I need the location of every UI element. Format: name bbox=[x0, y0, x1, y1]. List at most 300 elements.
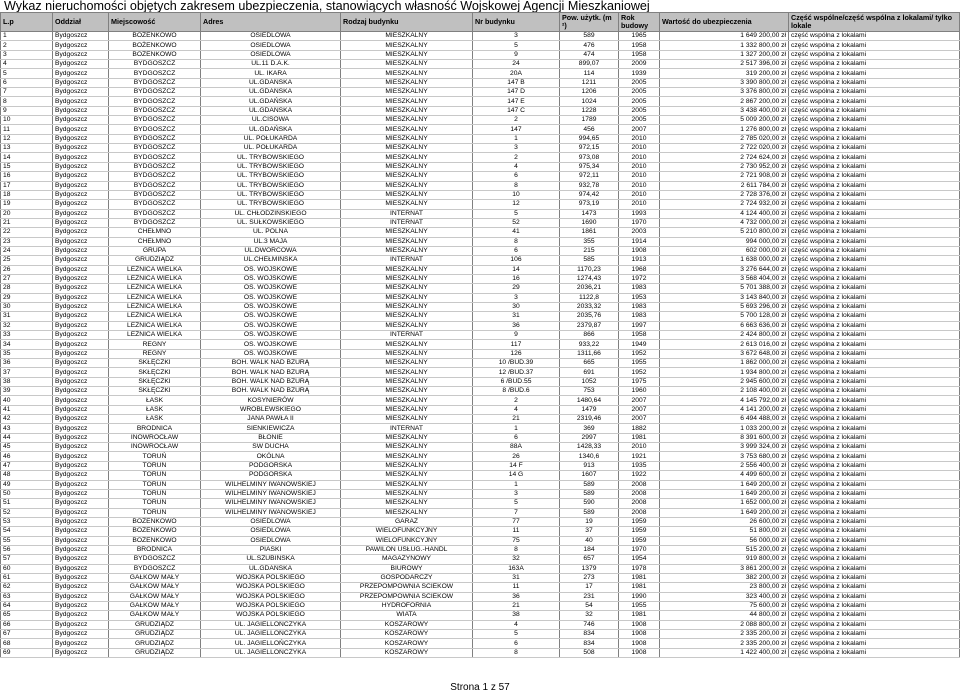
cell-nr-budynku: 126 bbox=[473, 349, 560, 358]
cell-oddzial: Bydgoszcz bbox=[53, 564, 109, 573]
cell-wartosc: 2 335 200,00 zł bbox=[660, 639, 789, 648]
cell-lp: 11 bbox=[1, 125, 53, 134]
cell-adres: WOJSKA POLSKIEGO bbox=[201, 573, 341, 582]
cell-miejscowosc: LEŹNICA WIELKA bbox=[109, 274, 201, 283]
cell-wartosc: 382 200,00 zł bbox=[660, 573, 789, 582]
cell-adres: UL. TRYBOWSKIEGO bbox=[201, 172, 341, 181]
cell-rodzaj-budynku: MIESZKALNY bbox=[341, 284, 473, 293]
cell-miejscowosc: SKŁĘCZKI bbox=[109, 359, 201, 368]
cell-miejscowosc: SKŁĘCZKI bbox=[109, 368, 201, 377]
cell-miejscowosc: GRUDZIĄDZ bbox=[109, 620, 201, 629]
cell-czesc-wspolna: część wspólna z lokalami bbox=[789, 32, 960, 41]
cell-czesc-wspolna: część wspólna z lokalami bbox=[789, 489, 960, 498]
cell-wartosc: 2 785 020,00 zł bbox=[660, 134, 789, 143]
cell-wartosc: 5 693 296,00 zł bbox=[660, 302, 789, 311]
cell-powierzchnia: 215 bbox=[560, 246, 619, 255]
cell-czesc-wspolna: część wspólna z lokalami bbox=[789, 601, 960, 610]
cell-rodzaj-budynku: INTERNAT bbox=[341, 256, 473, 265]
cell-rok-budowy: 1959 bbox=[619, 517, 660, 526]
cell-powierzchnia: 972,15 bbox=[560, 144, 619, 153]
cell-wartosc: 26 600,00 zł bbox=[660, 517, 789, 526]
cell-czesc-wspolna: część wspólna z lokalami bbox=[789, 97, 960, 106]
table-row bbox=[1, 387, 960, 396]
cell-rok-budowy: 1993 bbox=[619, 209, 660, 218]
cell-oddzial: Bydgoszcz bbox=[53, 106, 109, 115]
cell-wartosc: 5 009 200,00 zł bbox=[660, 116, 789, 125]
cell-lp: 56 bbox=[1, 545, 53, 554]
cell-rodzaj-budynku: MIESZKALNY bbox=[341, 265, 473, 274]
cell-oddzial: Bydgoszcz bbox=[53, 517, 109, 526]
cell-rodzaj-budynku: KOSZAROWY bbox=[341, 648, 473, 657]
cell-czesc-wspolna: część wspólna z lokalami bbox=[789, 424, 960, 433]
cell-rok-budowy: 1981 bbox=[619, 611, 660, 620]
cell-rodzaj-budynku: MIESZKALNY bbox=[341, 116, 473, 125]
cell-lp: 24 bbox=[1, 246, 53, 255]
cell-adres: OSIEDLOWA bbox=[201, 527, 341, 536]
cell-miejscowosc: GAŁKÓW MAŁY bbox=[109, 573, 201, 582]
cell-miejscowosc: SKŁĘCZKI bbox=[109, 377, 201, 386]
cell-rok-budowy: 1990 bbox=[619, 592, 660, 601]
cell-powierzchnia: 2997 bbox=[560, 433, 619, 442]
cell-czesc-wspolna: część wspólna z lokalami bbox=[789, 209, 960, 218]
cell-nr-budynku: 12 bbox=[473, 200, 560, 209]
table-row bbox=[1, 424, 960, 433]
cell-wartosc: 4 499 600,00 zł bbox=[660, 471, 789, 480]
cell-powierzchnia: 1211 bbox=[560, 78, 619, 87]
cell-miejscowosc: TORUŃ bbox=[109, 461, 201, 470]
cell-lp: 14 bbox=[1, 153, 53, 162]
cell-wartosc: 3 568 404,00 zł bbox=[660, 274, 789, 283]
table-row bbox=[1, 106, 960, 115]
property-table bbox=[0, 12, 960, 658]
cell-oddzial: Bydgoszcz bbox=[53, 349, 109, 358]
cell-rok-budowy: 2010 bbox=[619, 200, 660, 209]
cell-wartosc: 2 867 200,00 zł bbox=[660, 97, 789, 106]
cell-miejscowosc: BRODNICA bbox=[109, 545, 201, 554]
cell-wartosc: 3 861 200,00 zł bbox=[660, 564, 789, 573]
cell-lp: 44 bbox=[1, 433, 53, 442]
cell-rodzaj-budynku: MIESZKALNY bbox=[341, 237, 473, 246]
cell-oddzial: Bydgoszcz bbox=[53, 312, 109, 321]
cell-adres: KOSYNIERÓW bbox=[201, 396, 341, 405]
cell-oddzial: Bydgoszcz bbox=[53, 555, 109, 564]
cell-rodzaj-budynku: MIESZKALNY bbox=[341, 480, 473, 489]
cell-miejscowosc: LEŹNICA WIELKA bbox=[109, 293, 201, 302]
cell-nr-budynku: 163A bbox=[473, 564, 560, 573]
cell-nr-budynku: 24 bbox=[473, 60, 560, 69]
cell-powierzchnia: 2033,32 bbox=[560, 302, 619, 311]
cell-wartosc: 1 649 200,00 zł bbox=[660, 480, 789, 489]
cell-czesc-wspolna: część wspólna z lokalami bbox=[789, 218, 960, 227]
cell-czesc-wspolna: część wspólna z lokalami bbox=[789, 527, 960, 536]
cell-oddzial: Bydgoszcz bbox=[53, 583, 109, 592]
table-header-row bbox=[1, 13, 960, 32]
cell-czesc-wspolna: część wspólna z lokalami bbox=[789, 396, 960, 405]
cell-rodzaj-budynku: MIESZKALNY bbox=[341, 377, 473, 386]
cell-miejscowosc: TORUŃ bbox=[109, 471, 201, 480]
cell-adres: UL. IKARA bbox=[201, 69, 341, 78]
cell-miejscowosc: TORUŃ bbox=[109, 508, 201, 517]
cell-oddzial: Bydgoszcz bbox=[53, 480, 109, 489]
cell-wartosc: 1 332 800,00 zł bbox=[660, 41, 789, 50]
cell-miejscowosc: LEŹNICA WIELKA bbox=[109, 265, 201, 274]
cell-lp: 13 bbox=[1, 144, 53, 153]
cell-rok-budowy: 1958 bbox=[619, 50, 660, 59]
cell-lp: 9 bbox=[1, 106, 53, 115]
cell-nr-budynku: 8 /BUD.6 bbox=[473, 387, 560, 396]
cell-oddzial: Bydgoszcz bbox=[53, 134, 109, 143]
column-header-rok-budowy: Rok budowy bbox=[619, 13, 660, 32]
cell-wartosc: 919 800,00 zł bbox=[660, 555, 789, 564]
table-row bbox=[1, 545, 960, 554]
cell-czesc-wspolna: część wspólna z lokalami bbox=[789, 564, 960, 573]
cell-rok-budowy: 2005 bbox=[619, 116, 660, 125]
cell-rodzaj-budynku: MIESZKALNY bbox=[341, 41, 473, 50]
table-row bbox=[1, 499, 960, 508]
cell-nr-budynku: 117 bbox=[473, 340, 560, 349]
cell-rok-budowy: 2010 bbox=[619, 443, 660, 452]
cell-adres: OSIEDLOWA bbox=[201, 32, 341, 41]
cell-rok-budowy: 1959 bbox=[619, 527, 660, 536]
cell-powierzchnia: 369 bbox=[560, 424, 619, 433]
cell-lp: 7 bbox=[1, 88, 53, 97]
cell-rodzaj-budynku: KOSZAROWY bbox=[341, 639, 473, 648]
cell-miejscowosc: BYDGOSZCZ bbox=[109, 134, 201, 143]
cell-oddzial: Bydgoszcz bbox=[53, 611, 109, 620]
cell-miejscowosc: BOŻENKOWO bbox=[109, 41, 201, 50]
cell-nr-budynku: 3 bbox=[473, 144, 560, 153]
cell-rok-budowy: 1955 bbox=[619, 601, 660, 610]
cell-miejscowosc: BYDGOSZCZ bbox=[109, 97, 201, 106]
cell-czesc-wspolna: część wspólna z lokalami bbox=[789, 312, 960, 321]
table-row bbox=[1, 508, 960, 517]
cell-lp: 69 bbox=[1, 648, 53, 657]
cell-adres: UL. CHŁODZIŃSKIEGO bbox=[201, 209, 341, 218]
cell-powierzchnia: 972,11 bbox=[560, 172, 619, 181]
cell-lp: 66 bbox=[1, 620, 53, 629]
cell-oddzial: Bydgoszcz bbox=[53, 50, 109, 59]
cell-rodzaj-budynku: BIUROWY bbox=[341, 564, 473, 573]
cell-lp: 10 bbox=[1, 116, 53, 125]
cell-czesc-wspolna: część wspólna z lokalami bbox=[789, 144, 960, 153]
cell-wartosc: 3 143 840,00 zł bbox=[660, 293, 789, 302]
cell-adres: OS. WOJSKOWE bbox=[201, 340, 341, 349]
cell-powierzchnia: 2036,21 bbox=[560, 284, 619, 293]
cell-miejscowosc: BOŻENKOWO bbox=[109, 32, 201, 41]
cell-czesc-wspolna: część wspólna z lokalami bbox=[789, 368, 960, 377]
cell-oddzial: Bydgoszcz bbox=[53, 359, 109, 368]
cell-lp: 33 bbox=[1, 331, 53, 340]
cell-wartosc: 2 088 800,00 zł bbox=[660, 620, 789, 629]
cell-rodzaj-budynku: INTERNAT bbox=[341, 209, 473, 218]
table-row bbox=[1, 41, 960, 50]
cell-rok-budowy: 2009 bbox=[619, 60, 660, 69]
cell-adres: UL.11 D.A.K. bbox=[201, 60, 341, 69]
cell-rok-budowy: 1972 bbox=[619, 274, 660, 283]
cell-nr-budynku: 2 bbox=[473, 153, 560, 162]
cell-nr-budynku: 147 D bbox=[473, 88, 560, 97]
cell-wartosc: 3 438 400,00 zł bbox=[660, 106, 789, 115]
cell-nr-budynku: 77 bbox=[473, 517, 560, 526]
cell-nr-budynku: 9 bbox=[473, 331, 560, 340]
cell-powierzchnia: 1052 bbox=[560, 377, 619, 386]
cell-powierzchnia: 355 bbox=[560, 237, 619, 246]
cell-wartosc: 5 700 128,00 zł bbox=[660, 312, 789, 321]
table-row bbox=[1, 116, 960, 125]
cell-adres: UL. TRYBOWSKIEGO bbox=[201, 190, 341, 199]
cell-powierzchnia: 834 bbox=[560, 639, 619, 648]
cell-wartosc: 1 649 200,00 zł bbox=[660, 489, 789, 498]
table-row bbox=[1, 162, 960, 171]
cell-rodzaj-budynku: WIELOFUNKCYJNY bbox=[341, 527, 473, 536]
table-row bbox=[1, 321, 960, 330]
cell-miejscowosc: LEŹNICA WIELKA bbox=[109, 331, 201, 340]
cell-nr-budynku: 1 bbox=[473, 424, 560, 433]
cell-rok-budowy: 1908 bbox=[619, 620, 660, 629]
cell-adres: JANA PAWŁA II bbox=[201, 415, 341, 424]
cell-rok-budowy: 2005 bbox=[619, 106, 660, 115]
table-row bbox=[1, 237, 960, 246]
cell-rodzaj-budynku: MIESZKALNY bbox=[341, 461, 473, 470]
cell-adres: SW DUCHA bbox=[201, 443, 341, 452]
cell-powierzchnia: 899,07 bbox=[560, 60, 619, 69]
cell-rok-budowy: 1970 bbox=[619, 545, 660, 554]
cell-powierzchnia: 589 bbox=[560, 480, 619, 489]
cell-rok-budowy: 2007 bbox=[619, 405, 660, 414]
cell-nr-budynku: 4 bbox=[473, 405, 560, 414]
table-row bbox=[1, 517, 960, 526]
cell-wartosc: 323 400,00 zł bbox=[660, 592, 789, 601]
cell-rok-budowy: 1939 bbox=[619, 69, 660, 78]
cell-wartosc: 2 730 952,00 zł bbox=[660, 162, 789, 171]
cell-rok-budowy: 1955 bbox=[619, 359, 660, 368]
cell-adres: UL. JAGIELLOŃCZYKA bbox=[201, 630, 341, 639]
cell-rok-budowy: 2003 bbox=[619, 228, 660, 237]
table-row bbox=[1, 611, 960, 620]
cell-rodzaj-budynku: MIESZKALNY bbox=[341, 69, 473, 78]
table-row bbox=[1, 200, 960, 209]
cell-nr-budynku: 6 bbox=[473, 172, 560, 181]
cell-nr-budynku: 75 bbox=[473, 536, 560, 545]
cell-rok-budowy: 2010 bbox=[619, 144, 660, 153]
cell-powierzchnia: 37 bbox=[560, 527, 619, 536]
table-row bbox=[1, 433, 960, 442]
cell-oddzial: Bydgoszcz bbox=[53, 172, 109, 181]
cell-adres: UL. SUŁKOWSKIEGO bbox=[201, 218, 341, 227]
cell-czesc-wspolna: część wspólna z lokalami bbox=[789, 246, 960, 255]
cell-powierzchnia: 1607 bbox=[560, 471, 619, 480]
cell-powierzchnia: 994,65 bbox=[560, 134, 619, 143]
cell-rodzaj-budynku: MIESZKALNY bbox=[341, 153, 473, 162]
cell-nr-budynku: 1 bbox=[473, 480, 560, 489]
cell-lp: 54 bbox=[1, 527, 53, 536]
cell-powierzchnia: 114 bbox=[560, 69, 619, 78]
cell-wartosc: 2 335 200,00 zł bbox=[660, 630, 789, 639]
cell-miejscowosc: TORUŃ bbox=[109, 499, 201, 508]
cell-czesc-wspolna: część wspólna z lokalami bbox=[789, 284, 960, 293]
cell-adres: OSIEDLOWA bbox=[201, 517, 341, 526]
cell-lp: 63 bbox=[1, 592, 53, 601]
cell-powierzchnia: 1340,6 bbox=[560, 452, 619, 461]
table-row bbox=[1, 256, 960, 265]
cell-rok-budowy: 1968 bbox=[619, 265, 660, 274]
cell-czesc-wspolna: część wspólna z lokalami bbox=[789, 545, 960, 554]
column-header-nr-budynku: Nr budynku bbox=[473, 13, 560, 32]
cell-rodzaj-budynku: MIESZKALNY bbox=[341, 274, 473, 283]
cell-wartosc: 4 732 000,00 zł bbox=[660, 218, 789, 227]
cell-wartosc: 5 210 800,00 zł bbox=[660, 228, 789, 237]
cell-czesc-wspolna: część wspólna z lokalami bbox=[789, 508, 960, 517]
cell-lp: 68 bbox=[1, 639, 53, 648]
table-row bbox=[1, 405, 960, 414]
cell-rodzaj-budynku: MIESZKALNY bbox=[341, 499, 473, 508]
cell-rodzaj-budynku: MIESZKALNY bbox=[341, 452, 473, 461]
cell-miejscowosc: BYDGOSZCZ bbox=[109, 162, 201, 171]
cell-rok-budowy: 1981 bbox=[619, 573, 660, 582]
table-row bbox=[1, 172, 960, 181]
cell-powierzchnia: 476 bbox=[560, 41, 619, 50]
table-row bbox=[1, 648, 960, 657]
cell-czesc-wspolna: część wspólna z lokalami bbox=[789, 181, 960, 190]
cell-adres: BOH. WALK NAD BZURĄ bbox=[201, 359, 341, 368]
cell-oddzial: Bydgoszcz bbox=[53, 527, 109, 536]
cell-nr-budynku: 36 bbox=[473, 592, 560, 601]
cell-rok-budowy: 2008 bbox=[619, 480, 660, 489]
table-row bbox=[1, 415, 960, 424]
cell-wartosc: 56 000,00 zł bbox=[660, 536, 789, 545]
cell-lp: 21 bbox=[1, 218, 53, 227]
cell-rodzaj-budynku: MIESZKALNY bbox=[341, 471, 473, 480]
table-row bbox=[1, 50, 960, 59]
cell-lp: 64 bbox=[1, 601, 53, 610]
cell-oddzial: Bydgoszcz bbox=[53, 302, 109, 311]
cell-oddzial: Bydgoszcz bbox=[53, 69, 109, 78]
cell-nr-budynku: 41 bbox=[473, 228, 560, 237]
cell-oddzial: Bydgoszcz bbox=[53, 452, 109, 461]
cell-wartosc: 602 000,00 zł bbox=[660, 246, 789, 255]
cell-wartosc: 2 722 020,00 zł bbox=[660, 144, 789, 153]
cell-adres: BOH. WALK NAD BZURĄ bbox=[201, 377, 341, 386]
cell-oddzial: Bydgoszcz bbox=[53, 489, 109, 498]
cell-nr-budynku: 6 bbox=[473, 433, 560, 442]
cell-adres: UL. JAGIELLOŃCZYKA bbox=[201, 648, 341, 657]
cell-czesc-wspolna: część wspólna z lokalami bbox=[789, 162, 960, 171]
cell-lp: 61 bbox=[1, 573, 53, 582]
cell-rodzaj-budynku: MIESZKALNY bbox=[341, 415, 473, 424]
cell-adres: OS. WOJSKOWE bbox=[201, 331, 341, 340]
cell-powierzchnia: 933,22 bbox=[560, 340, 619, 349]
cell-wartosc: 51 800,00 zł bbox=[660, 527, 789, 536]
cell-lp: 22 bbox=[1, 228, 53, 237]
cell-adres: WILHELMINY IWANOWSKIEJ bbox=[201, 508, 341, 517]
cell-lp: 1 bbox=[1, 32, 53, 41]
cell-lp: 50 bbox=[1, 489, 53, 498]
cell-lp: 52 bbox=[1, 508, 53, 517]
cell-miejscowosc: GAŁKÓW MAŁY bbox=[109, 592, 201, 601]
cell-powierzchnia: 17 bbox=[560, 583, 619, 592]
cell-rodzaj-budynku: MIESZKALNY bbox=[341, 368, 473, 377]
cell-adres: OS. WOJSKOWE bbox=[201, 312, 341, 321]
cell-czesc-wspolna: część wspólna z lokalami bbox=[789, 293, 960, 302]
cell-miejscowosc: ŁASK bbox=[109, 415, 201, 424]
cell-rodzaj-budynku: MIESZKALNY bbox=[341, 246, 473, 255]
cell-czesc-wspolna: część wspólna z lokalami bbox=[789, 265, 960, 274]
table-row bbox=[1, 583, 960, 592]
cell-rodzaj-budynku: MIESZKALNY bbox=[341, 228, 473, 237]
cell-rok-budowy: 1960 bbox=[619, 387, 660, 396]
cell-wartosc: 2 556 400,00 zł bbox=[660, 461, 789, 470]
cell-nr-budynku: 10 /BUD.39 bbox=[473, 359, 560, 368]
cell-powierzchnia: 753 bbox=[560, 387, 619, 396]
cell-lp: 38 bbox=[1, 377, 53, 386]
cell-adres: UL. POLNA bbox=[201, 228, 341, 237]
cell-powierzchnia: 1789 bbox=[560, 116, 619, 125]
cell-rok-budowy: 2005 bbox=[619, 78, 660, 87]
cell-powierzchnia: 1228 bbox=[560, 106, 619, 115]
cell-oddzial: Bydgoszcz bbox=[53, 321, 109, 330]
table-row bbox=[1, 461, 960, 470]
table-row bbox=[1, 340, 960, 349]
cell-adres: WILHELMINY IWANOWSKIEJ bbox=[201, 480, 341, 489]
cell-adres: UL. JAGIELLOŃCZYKA bbox=[201, 639, 341, 648]
cell-adres: WRÓBLEWSKIEGO bbox=[201, 405, 341, 414]
cell-lp: 60 bbox=[1, 564, 53, 573]
cell-czesc-wspolna: część wspólna z lokalami bbox=[789, 274, 960, 283]
cell-adres: OS. WOJSKOWE bbox=[201, 274, 341, 283]
table-row bbox=[1, 88, 960, 97]
cell-rodzaj-budynku: MIESZKALNY bbox=[341, 88, 473, 97]
cell-rodzaj-budynku: MIESZKALNY bbox=[341, 181, 473, 190]
cell-rodzaj-budynku: MIESZKALNY bbox=[341, 60, 473, 69]
cell-lp: 45 bbox=[1, 443, 53, 452]
table-row bbox=[1, 284, 960, 293]
table-row bbox=[1, 630, 960, 639]
table-row bbox=[1, 274, 960, 283]
cell-czesc-wspolna: część wspólna z lokalami bbox=[789, 471, 960, 480]
cell-adres: OKÓLNA bbox=[201, 452, 341, 461]
cell-oddzial: Bydgoszcz bbox=[53, 396, 109, 405]
cell-adres: UL.GDAŃSKA bbox=[201, 97, 341, 106]
cell-rodzaj-budynku: MIESZKALNY bbox=[341, 340, 473, 349]
cell-adres: OS. WOJSKOWE bbox=[201, 321, 341, 330]
cell-miejscowosc: BYDGOSZCZ bbox=[109, 116, 201, 125]
cell-rok-budowy: 1952 bbox=[619, 349, 660, 358]
cell-rodzaj-budynku: MIESZKALNY bbox=[341, 349, 473, 358]
table-row bbox=[1, 331, 960, 340]
table-row bbox=[1, 153, 960, 162]
cell-miejscowosc: BYDGOSZCZ bbox=[109, 144, 201, 153]
cell-rok-budowy: 2007 bbox=[619, 396, 660, 405]
cell-czesc-wspolna: część wspólna z lokalami bbox=[789, 517, 960, 526]
cell-oddzial: Bydgoszcz bbox=[53, 274, 109, 283]
cell-powierzchnia: 19 bbox=[560, 517, 619, 526]
cell-nr-budynku: 26 bbox=[473, 452, 560, 461]
cell-rok-budowy: 1983 bbox=[619, 284, 660, 293]
cell-powierzchnia: 589 bbox=[560, 489, 619, 498]
cell-adres: UL.GDAŃSKA bbox=[201, 564, 341, 573]
cell-czesc-wspolna: część wspólna z lokalami bbox=[789, 153, 960, 162]
table-row bbox=[1, 489, 960, 498]
cell-oddzial: Bydgoszcz bbox=[53, 536, 109, 545]
cell-powierzchnia: 973,19 bbox=[560, 200, 619, 209]
cell-wartosc: 1 033 200,00 zł bbox=[660, 424, 789, 433]
cell-miejscowosc: LEŹNICA WIELKA bbox=[109, 302, 201, 311]
cell-oddzial: Bydgoszcz bbox=[53, 190, 109, 199]
cell-wartosc: 75 600,00 zł bbox=[660, 601, 789, 610]
cell-powierzchnia: 973,08 bbox=[560, 153, 619, 162]
cell-nr-budynku: 36 bbox=[473, 321, 560, 330]
cell-czesc-wspolna: część wspólna z lokalami bbox=[789, 592, 960, 601]
